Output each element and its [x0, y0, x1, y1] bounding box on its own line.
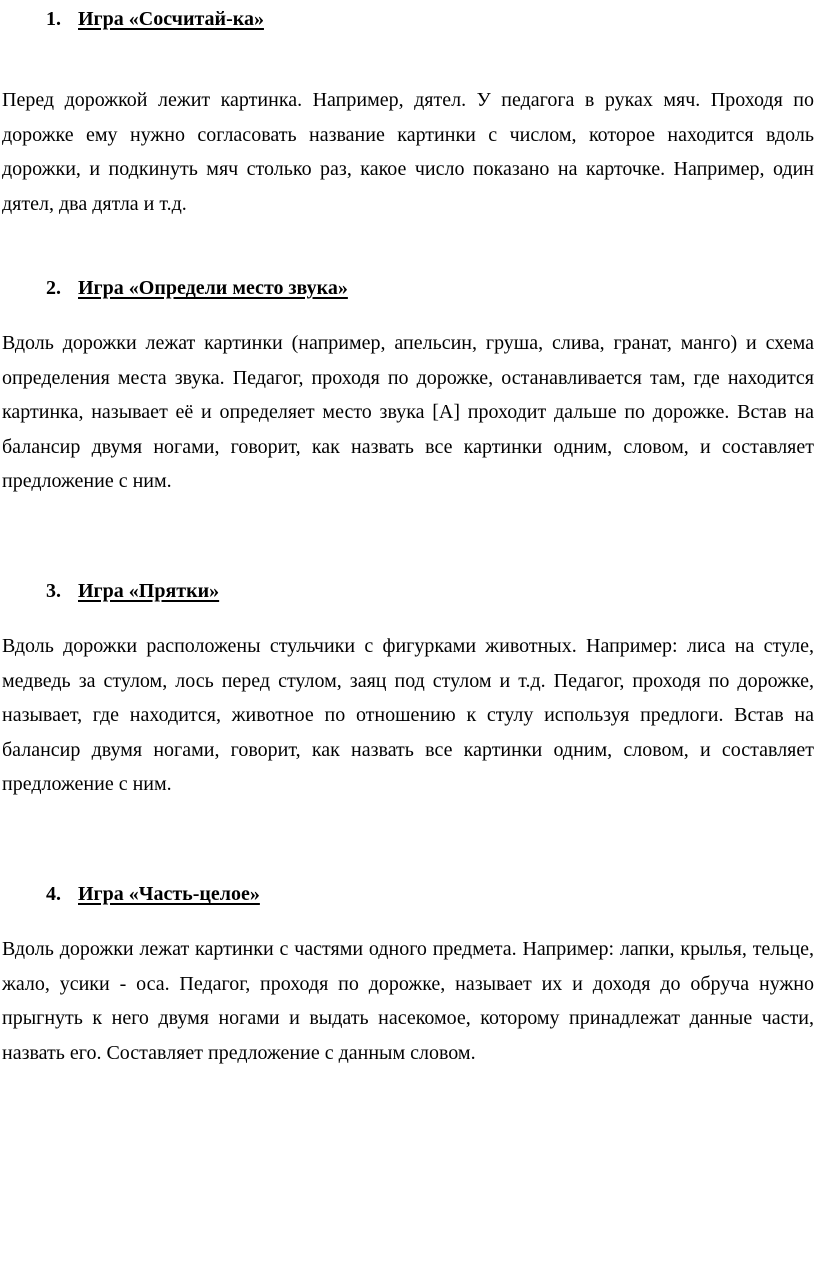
section-2-title: Игра «Определи место звука» [78, 277, 348, 299]
section-3-heading [46, 579, 219, 603]
section-2-heading [46, 276, 348, 300]
section-3-number: 3. [46, 580, 61, 602]
section-4-number: 4. [46, 883, 61, 905]
section-1-number: 1. [46, 8, 61, 30]
section-4-paragraph: Вдоль дорожки лежат картинки с частями одного предмета. Например: лапки, крылья, тельце, жало, усики - оса. Педагог, проходя по дорожке, называет их и доходя до обруча нужно прыгнуть к него двумя ногами и выдать насекомое, которому принадлежат данные части, назвать его. Составляет предложение с данным словом. [2, 938, 814, 1064]
section-2-paragraph: Вдоль дорожки лежат картинки (например, апельсин, груша, слива, гранат, манго) и схема определения места звука. Педагог, проходя по дорожке, останавливается там, где находится картинка, называет её и определяет место звука [А] проходит дальше по дорожке. Встав на балансир двумя ногами, говорит, как назвать все картинки одним, словом, и составляет предложение с ним. [2, 332, 814, 492]
section-2-number: 2. [46, 277, 61, 299]
section-3-paragraph: Вдоль дорожки расположены стульчики с фигурками животных. Например: лиса на стуле, медведь за стулом, лось перед стулом, заяц под стулом и т.д. Педагог, проходя по дорожке, называет, где находится, животное по отношению к стулу используя предлоги. Встав на балансир двумя ногами, говорит, как назвать все картинки одним, словом, и составляет предложение с ним. [2, 635, 814, 795]
section-4-title: Игра «Часть-целое» [78, 883, 260, 905]
section-3-title: Игра «Прятки» [78, 580, 220, 602]
section-4-heading [46, 882, 260, 906]
section-1-title: Игра «Сосчитай-ка» [78, 8, 264, 30]
section-1-paragraph: Перед дорожкой лежит картинка. Например, дятел. У педагога в руках мяч. Проходя по дорожке ему нужно согласовать название картинки с числом, которое находится вдоль дорожки, и подкинуть мяч столько раз, какое число показано на карточке. Например, один дятел, два дятла и т.д. [2, 89, 814, 215]
section-1-heading [46, 7, 264, 31]
